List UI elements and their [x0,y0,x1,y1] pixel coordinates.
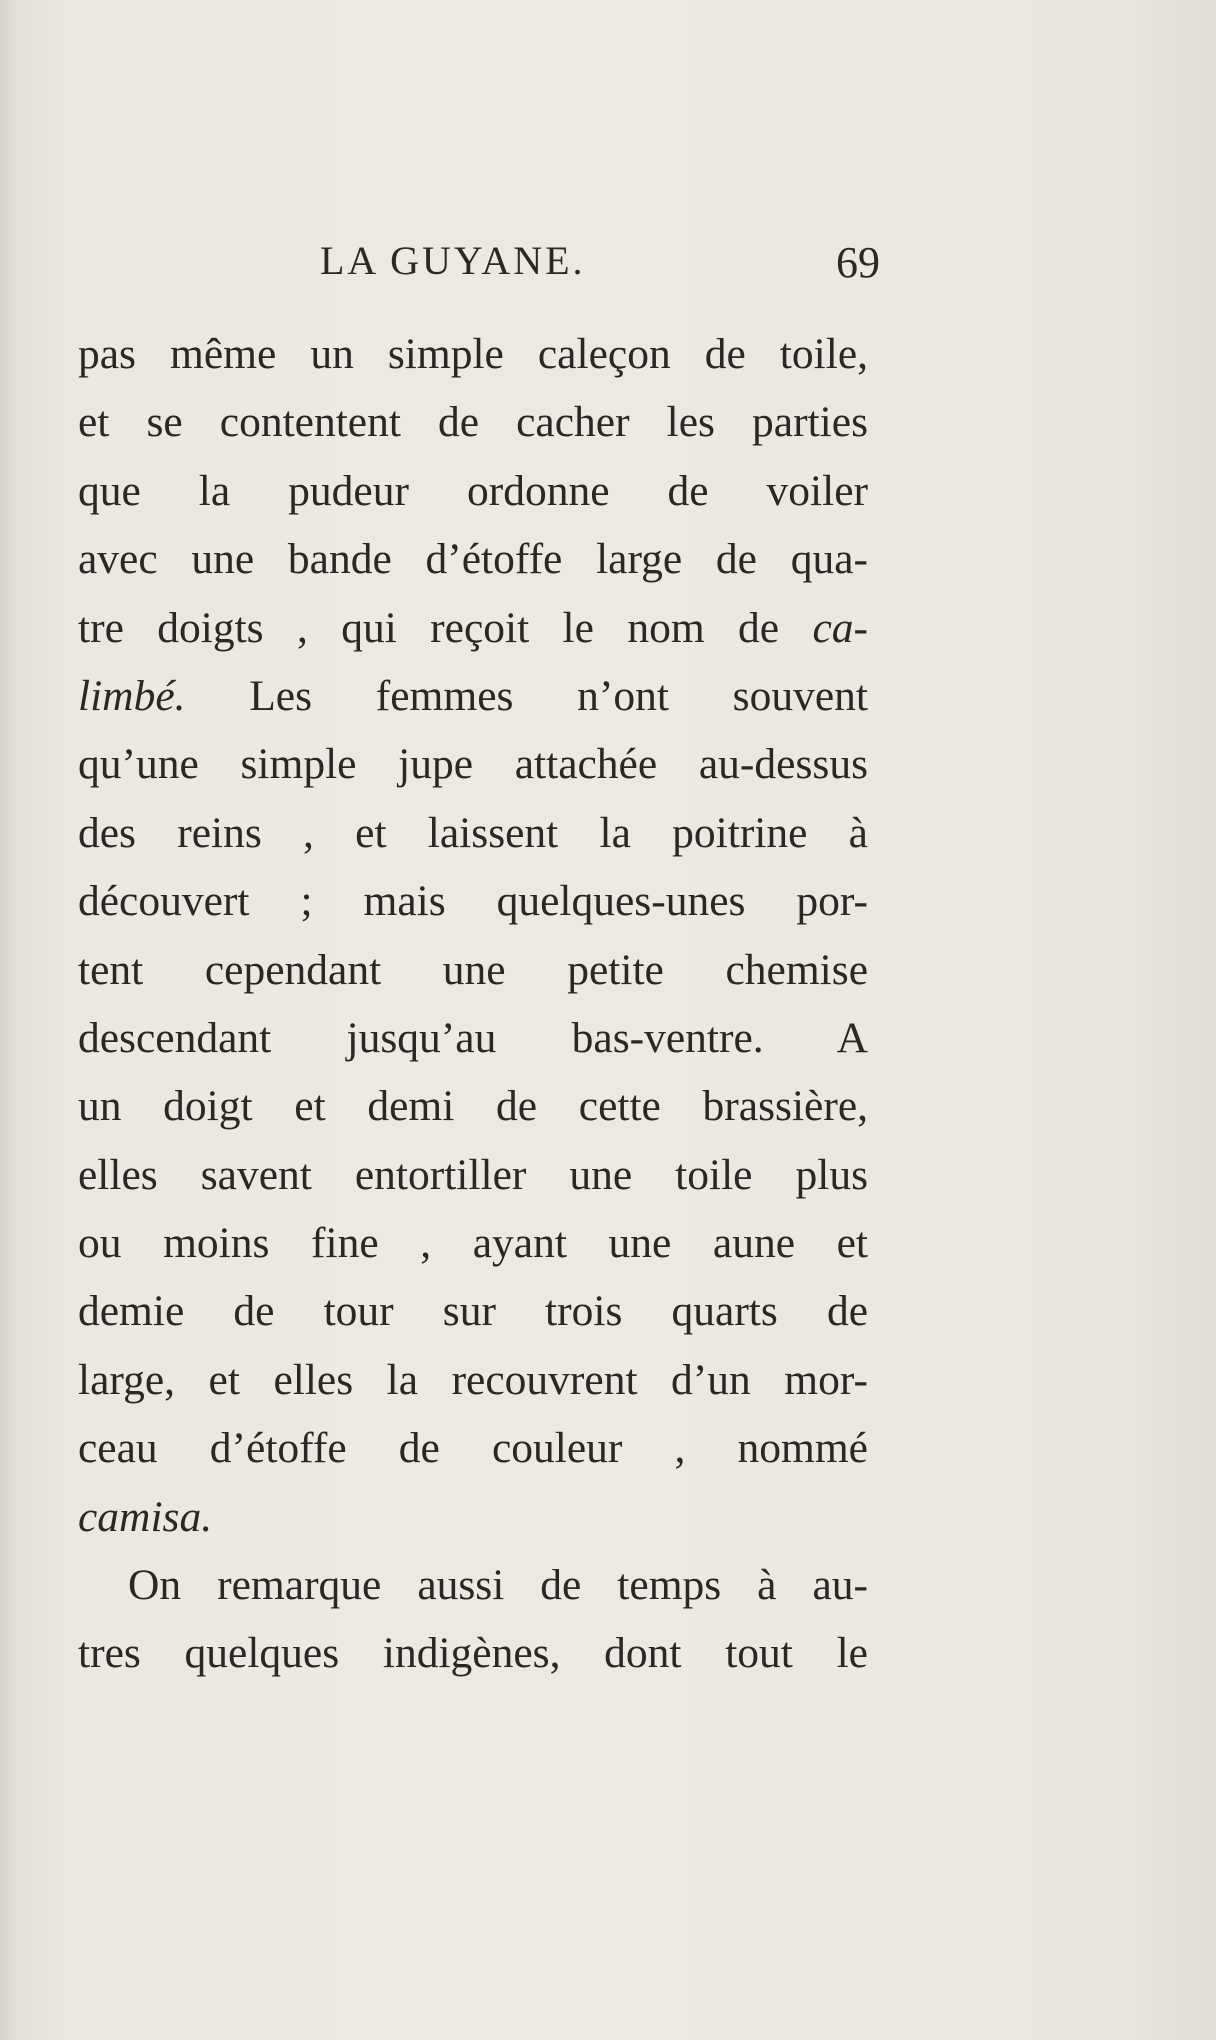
text-line: ceau d’étoffe de couleur , nommé [78,1424,868,1473]
page-header [320,236,880,296]
text-line: elles savent entortiller une toile plus [78,1150,868,1199]
text-line: descendant jusqu’au bas-ventre. A [78,1013,868,1062]
text-segment: tre doigts , qui reçoit le nom de [78,603,813,652]
text-line: large, et elles la recouvrent d’un mor- [78,1355,868,1404]
text-line: demie de tour sur trois quarts de [78,1287,868,1336]
text-line: et se contentent de cacher les parties [78,398,868,447]
text-line: découvert ; mais quelques-unes por- [78,877,868,926]
text-line [78,594,868,662]
text-line: pas même un simple caleçon de toile, [78,330,868,378]
text-line: des reins , et laissent la poitrine à [78,808,868,857]
text-line: tent cependant une petite chemise [78,945,868,994]
italic-term: camisa. [78,1492,213,1541]
page-number: 69 [836,238,880,287]
text-line: On remarque aussi de temps à au- [128,1561,868,1610]
text-line: avec une bande d’étoffe large de qua- [78,535,868,584]
italic-term: ca- [812,603,868,652]
text-line: tres quelques indigènes, dont tout le [78,1629,868,1678]
text-line [78,662,868,730]
text-line: que la pudeur ordonne de voiler [78,466,868,515]
text-segment: Les femmes n’ont souvent [185,671,868,720]
running-title: LA GUYANE. [320,238,586,283]
text-line: qu’une simple jupe attachée au-dessus [78,740,868,789]
italic-term: limbé. [78,671,186,720]
page-gutter-shadow [0,0,18,2040]
body-text [78,320,868,1688]
text-line: ou moins fine , ayant une aune et [78,1219,868,1268]
text-line: un doigt et demi de cette brassière, [78,1082,868,1131]
